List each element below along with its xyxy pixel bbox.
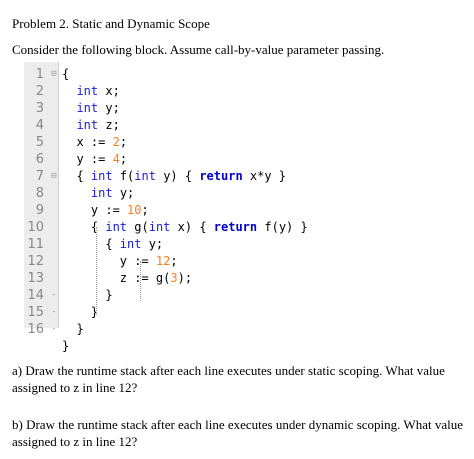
code-token: y := [62,254,156,268]
line-number: 16 [27,322,44,337]
code-token: int [76,101,99,115]
code-token: 4 [112,152,120,166]
code-text [62,202,149,219]
code-token: ; [141,203,149,217]
code-token [62,118,76,132]
code-token [62,84,76,98]
line-number: 14 [27,288,44,303]
line-number: 12 [27,254,44,269]
code-token: } [62,322,84,336]
line-number: 11 [27,237,44,252]
code-token: return [199,169,243,183]
code-token: } [62,339,70,353]
code-line [24,219,364,236]
code-token: ; [170,254,178,268]
code-token: 2 [112,135,120,149]
code-token: int [119,237,142,251]
code-token: int [134,169,156,183]
code-text [62,236,163,253]
line-number: 8 [35,186,44,201]
line-number: 9 [35,203,44,218]
line-number: 7 [35,169,44,184]
code-line [24,321,364,338]
problem-intro: Consider the following block. Assume call-by-value parameter passing. [12,42,385,57]
code-token: int [148,220,171,234]
code-token: { [62,67,70,81]
code-text [62,304,98,321]
line-number: 5 [35,135,44,150]
code-text [62,185,134,202]
line-number: 6 [35,152,44,167]
code-token: y := [62,152,113,166]
question-b-suffix: . What value assigned to z in line 12? [12,417,463,449]
code-token: } [62,288,113,302]
code-line [24,151,364,168]
line-number: 2 [35,84,44,99]
line-number: 3 [35,101,44,116]
code-text [62,134,127,151]
code-text [62,321,84,338]
code-token: int [105,220,128,234]
code-text [62,100,120,117]
code-text [62,151,127,168]
code-line [24,202,364,219]
code-line [24,236,364,253]
code-token: } [62,305,99,319]
code-line [24,185,364,202]
fold-marker-icon: ⊟ [51,171,57,181]
question-a-prefix: a) Draw the runtime stack after each line executes under [12,363,308,378]
code-token: { [62,220,106,234]
question-a [12,362,467,396]
code-line [24,253,364,270]
code-token: y; [141,237,164,251]
code-line [24,287,364,304]
code-block [24,62,364,353]
line-number: 4 [35,118,44,133]
code-token: f(y) } [257,220,308,234]
code-token: ); [177,271,193,285]
code-text [62,338,69,355]
fold-marker-icon: - [51,324,57,334]
problem-title: Problem 2. Static and Dynamic Scope [12,16,210,31]
line-number: 13 [27,271,44,286]
code-text [62,83,120,100]
code-token: int [90,169,113,183]
code-token: x*y } [242,169,287,183]
code-token: x) { [170,220,214,234]
question-b [12,416,467,450]
question-a-suffix: . What value assigned to z in line 12? [12,363,445,395]
code-text [62,219,308,236]
line-number: 15 [27,305,44,320]
code-token: x := [62,135,113,149]
code-token: { [62,237,120,251]
code-token: 10 [127,203,142,217]
code-line [24,304,364,321]
code-line [24,338,364,355]
code-line [24,66,364,83]
code-token: g( [127,220,149,234]
code-token: z := g( [62,271,171,285]
code-token: y := [62,203,128,217]
question-a-emphasis: static scoping [307,363,380,378]
question-b-emphasis: dynamic scoping [308,417,398,432]
code-line [24,83,364,100]
code-token: int [76,84,99,98]
fold-marker-icon: ⊟ [51,69,57,79]
code-token: z; [98,118,120,132]
fold-marker-icon: - [51,290,57,300]
code-line [24,100,364,117]
code-text [62,253,178,270]
code-token: 12 [155,254,171,268]
code-token [62,101,76,115]
code-text [62,117,120,134]
code-token: y; [98,101,120,115]
code-token: 3 [170,271,178,285]
code-token: return [213,220,258,234]
code-text [62,66,69,83]
code-line [24,168,364,185]
code-token: ; [119,135,128,149]
code-token: y) { [155,169,200,183]
question-b-prefix: b) Draw the runtime stack after each line executes under [12,417,309,432]
code-token: ; [119,152,128,166]
code-token: f( [112,169,135,183]
indent-guide-inner [140,261,141,301]
indent-guide-outer [96,227,97,315]
code-token [62,186,91,200]
code-text [62,270,192,287]
code-line [24,134,364,151]
code-text [62,287,113,304]
code-token: int [76,118,99,132]
code-token: { [62,169,91,183]
code-line [24,117,364,134]
line-number: 1 [35,67,44,82]
code-line [24,270,364,287]
line-number: 10 [27,220,44,235]
fold-marker-icon: - [51,307,57,317]
code-token: int [90,186,113,200]
code-token: x; [98,84,120,98]
code-text [62,168,286,185]
code-token: y; [112,186,135,200]
